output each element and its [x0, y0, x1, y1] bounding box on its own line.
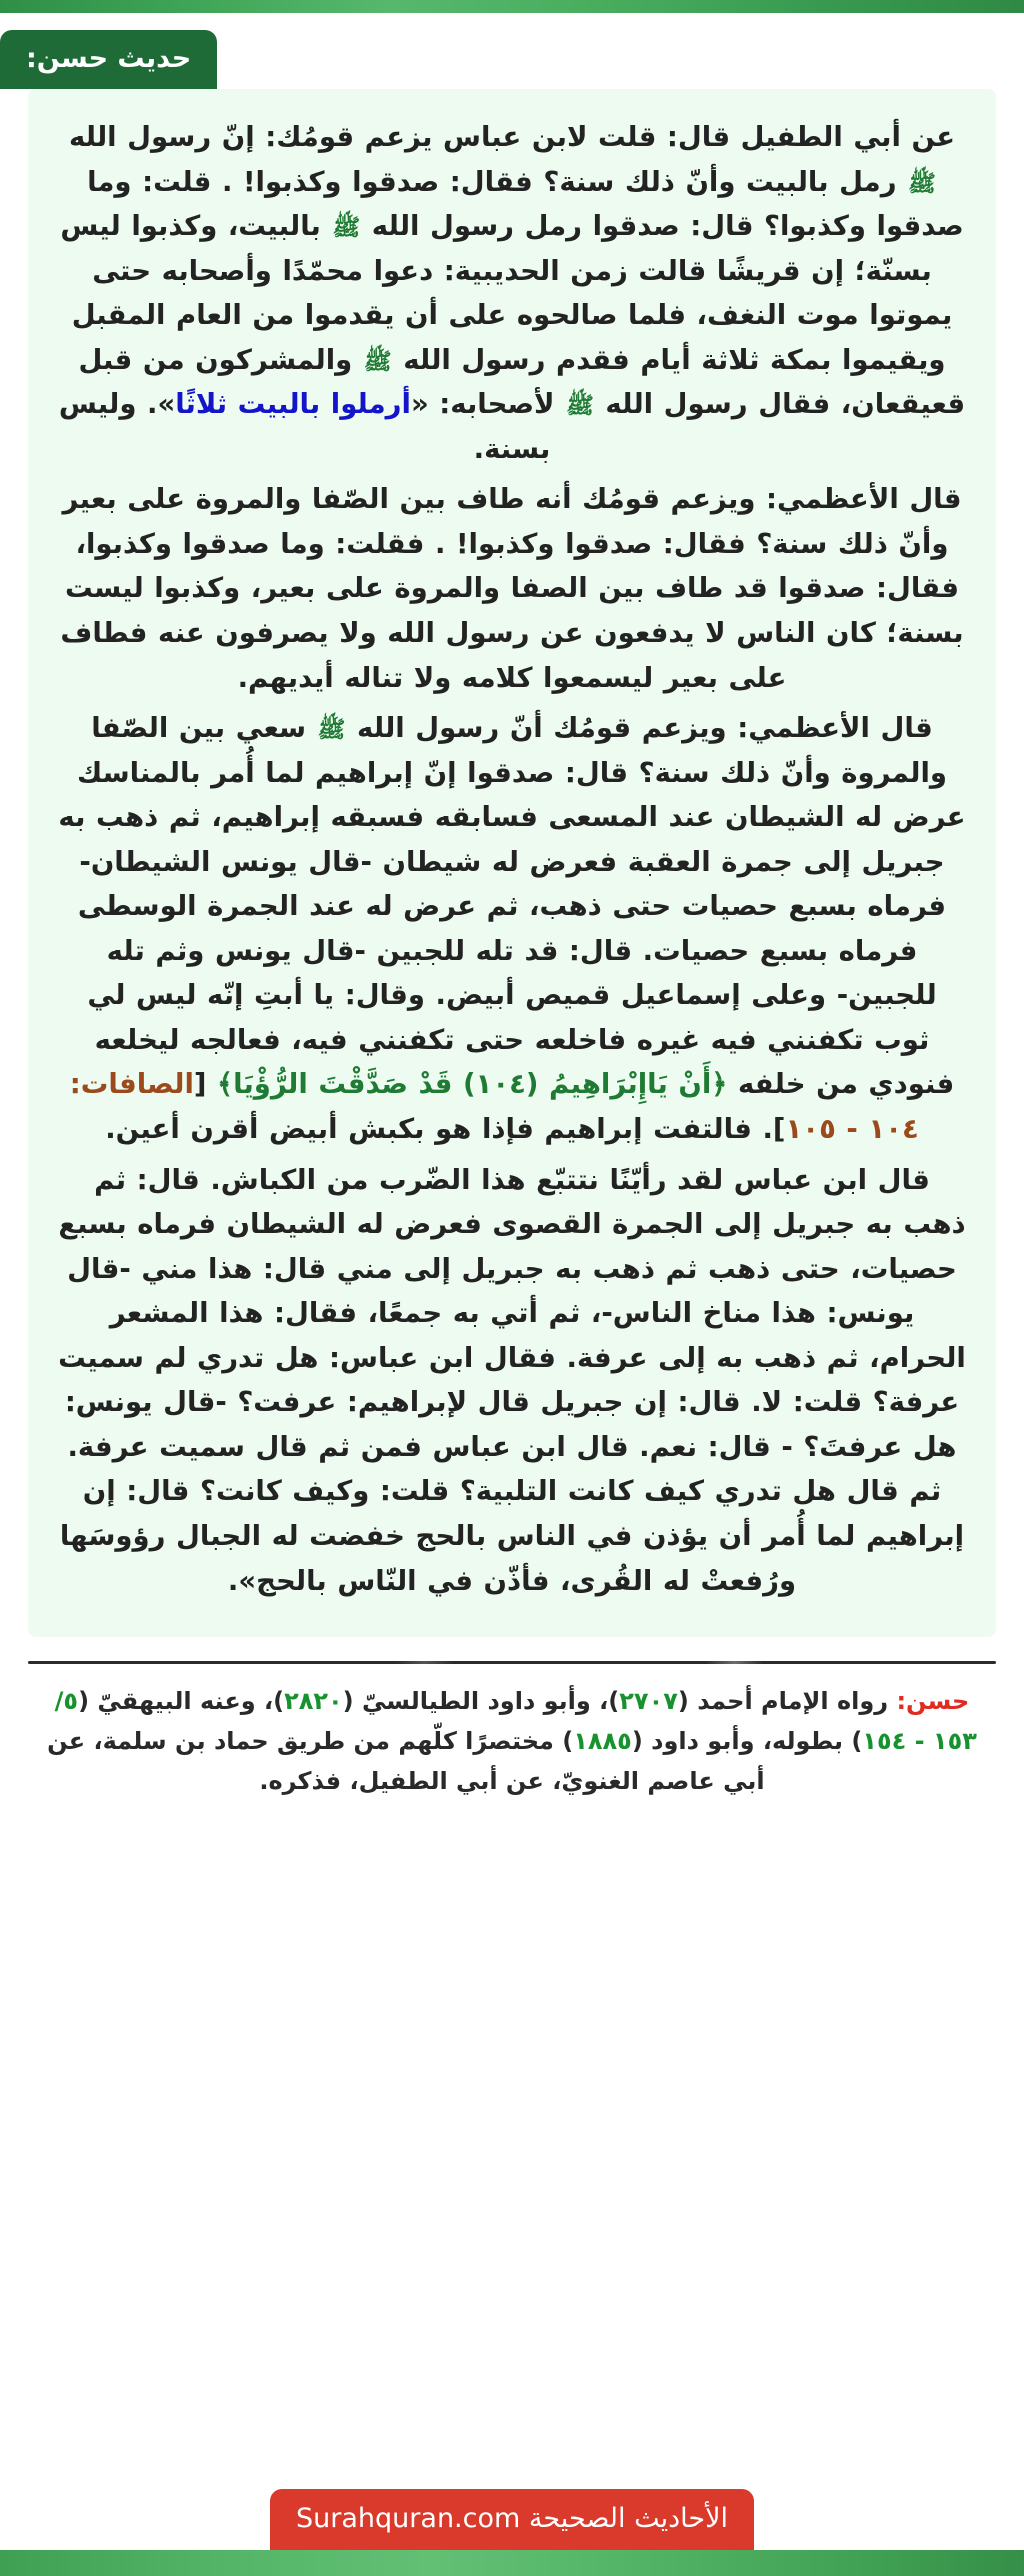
quran-citation: الصافات: ١٠٤ - ١٠٥	[69, 1068, 919, 1146]
hadith-paragraph: قال ابن عباس لقد رأيّنًا نتتبّع هذا الضّرب من الكباش. قال: ثم ذهب به جبريل إلى الجمرة القصوى فعرض له الشيطان فرماه بسبع حصيات، حتى ذهب ثم ذهب به جبريل إلى مني قال: هذا مني -قال يونس: هذا مناخ الناس-، ثم أتي به جمعًا، فقال: هذا المشعر الحرام، ثم ذهب به إلى عرفة. فقال ابن عباس: هل تدري لم سميت عرفة؟ قلت: لا. قال: إن جبريل قال لإبراهيم: عرفت؟ -قال يونس: هل عرفتَ؟ - قال: نعم. قال ابن عباس فمن ثم قال سميت عرفة. ثم قال هل تدري كيف كانت التلبية؟ قلت: وكيف كانت؟ قال: إن إبراهيم لما أُمر أن يؤذن في الناس بالحج خفضت له الجبال رؤوسَها ورُفعتْ له القُرى، فأذّن في النّاس بالحج».	[58, 1163, 966, 1597]
hadith-number: ١٨٨٥	[573, 1726, 632, 1755]
site-brand-label[interactable]: الأحاديث الصحيحة Surahquran.com	[270, 2489, 754, 2550]
hadith-paragraph: قال الأعظمي: ويزعم قومُك أنه طاف بين الصّفا والمروة على بعير وأنّ ذلك سنة؟ فقال: صدقوا وكذبوا! . فقلت: وما صدقوا وكذبوا، فقال: صدقوا قد طاف بين الصفا والمروة على بعير، وكذبوا ليست بسنة؛ كان الناس لا يدفعون عن رسول الله ولا يصرفون عنه فطاف على بعير ليسمعوا كلامه ولا تناله أيديهم.	[60, 483, 964, 694]
quran-verse-text: ﴿أَنْ يَاإِبْرَاهِيمُ (١٠٤) قَدْ صَدَّقْتَ الرُّؤْيَا﴾	[217, 1068, 728, 1101]
sallallahu-alayhi-wasallam-glyph: ﷺ	[566, 393, 594, 420]
hadith-grade-badge: حديث حسن:	[0, 30, 217, 89]
sallallahu-alayhi-wasallam-glyph: ﷺ	[363, 348, 392, 375]
footer-branding	[0, 2489, 1024, 2576]
brand-row	[0, 2489, 1024, 2550]
hadith-paragraph: عن أبي الطفيل قال: قلت لابن عباس يزعم قومُك: إنّ رسول الله ﷺ رمل بالبيت وأنّ ذلك سنة؟ فقال: صدقوا وكذبوا! . قلت: وما صدقوا وكذبوا؟ قال: صدقوا رمل رسول الله ﷺ بالبيت، وكذبوا ليس بسنّة؛ إن قريشًا قالت زمن الحديبية: دعوا محمّدًا وأصحابه حتى يموتوا موت النغف، فلما صالحوه على أن يقدموا من العام المقبل ويقيموا بمكة ثلاثة أيام فقدم رسول الله ﷺ والمشركون من قبل قعيقعان، فقال رسول الله ﷺ لأصحابه: «أرملوا بالبيت ثلاثًا». وليس بسنة.	[58, 121, 966, 465]
sallallahu-alayhi-wasallam-glyph: ﷺ	[317, 717, 346, 744]
takhrij-grade-label: حسن:	[896, 1687, 970, 1716]
hadith-number: ٢٧٠٧	[619, 1687, 678, 1716]
top-accent-bar	[0, 0, 1024, 13]
hadith-paragraph: قال الأعظمي: ويزعم قومُك أنّ رسول الله ﷺ سعي بين الصّفا والمروة وأنّ ذلك سنة؟ قال: صدقوا إنّ إبراهيم لما أُمر بالمناسك عرض له الشيطان عند المسعى فسابقه فسبقه إبراهيم، ثم ذهب به جبريل إلى جمرة العقبة فعرض له شيطان -قال يونس الشيطان- فرماه بسبع حصيات حتى ذهب، ثم عرض له عند الجمرة الوسطى فرماه بسبع حصيات. قال: قد تله للجبين -قال يونس وثم تله للجبين- وعلى إسماعيل قميص أبيض. وقال: يا أبتِ إنّه ليس لي ثوب تكفنني فيه غيره فاخلعه حتى تكفنني فيه، فعالجه ليخلعه فنودي من خلفه ﴿أَنْ يَاإِبْرَاهِيمُ (١٠٤) قَدْ صَدَّقْتَ الرُّؤْيَا﴾ [الصافات: ١٠٤ - ١٠٥]. فالتفت إبراهيم فإذا هو بكبش أبيض أقرن أعين.	[58, 712, 966, 1146]
bottom-accent-bar	[0, 2550, 1024, 2576]
hadith-text-panel	[28, 89, 996, 1637]
takhrij-source-text	[30, 1682, 994, 1801]
takhrij-body: رواه الإمام أحمد (٢٧٠٧)، وأبو داود الطيالسيّ (٢٨٢٠)، وعنه البيهقيّ (٥/ ١٥٣ - ١٥٤) بطوله، وأبو داود (١٨٨٥) مختصرًا كلّهم من طريق حماد بن سلمة، عن أبي عاصم الغنويّ، عن أبي الطفيل، فذكره.	[47, 1687, 977, 1795]
badge-row	[0, 13, 1024, 89]
sallallahu-alayhi-wasallam-glyph: ﷺ	[908, 170, 936, 197]
hadith-number: ٢٨٢٠	[284, 1687, 343, 1716]
sallallahu-alayhi-wasallam-glyph: ﷺ	[332, 215, 361, 242]
hadith-number: ٥/ ١٥٣ - ١٥٤	[54, 1687, 977, 1755]
section-divider	[28, 1661, 996, 1664]
quoted-hadith-text: أرملوا بالبيت ثلاثًا	[175, 388, 411, 421]
